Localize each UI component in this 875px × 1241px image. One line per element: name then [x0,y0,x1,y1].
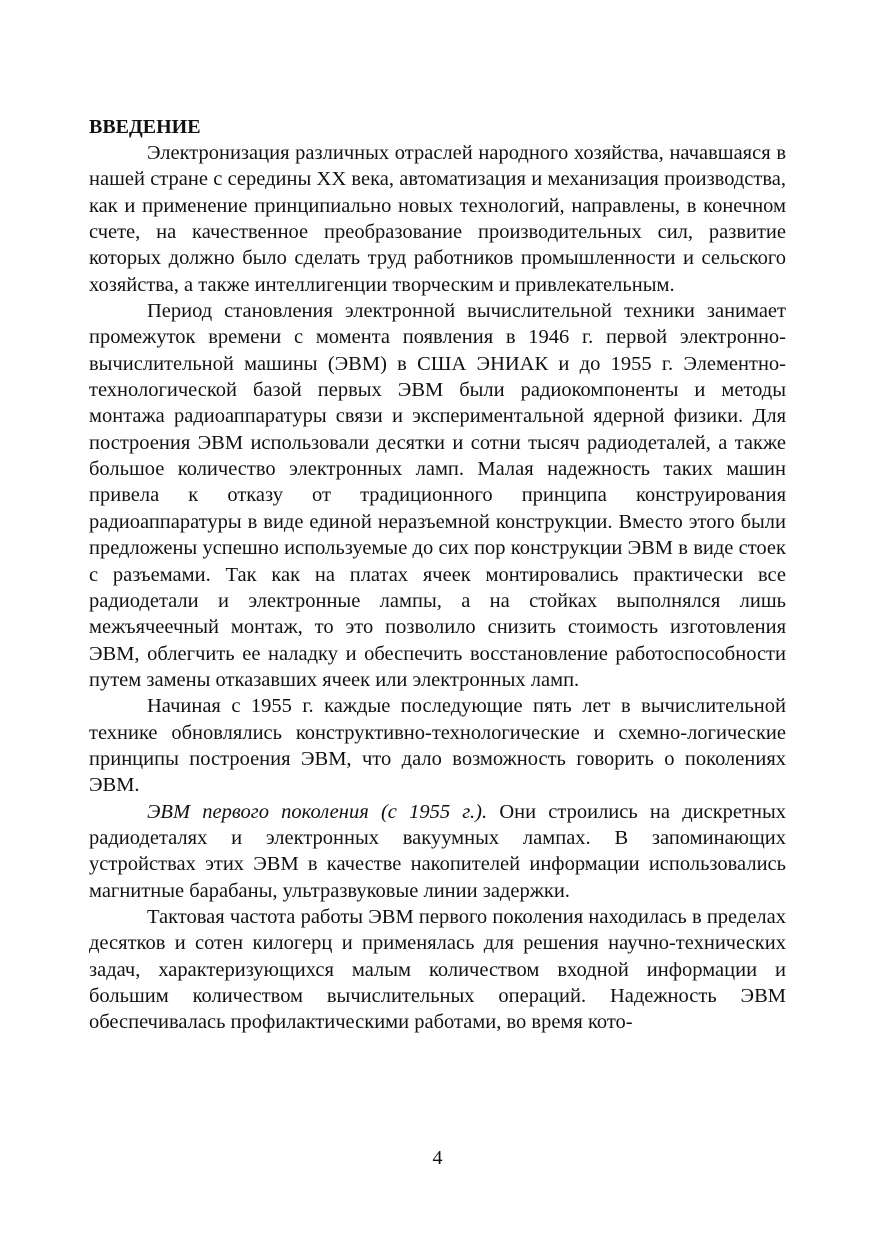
paragraph-clock-frequency [89,904,786,1036]
paragraph-text: Электронизация различных отраслей народного хозяйства, начавшаяся в нашей стране с середины XX века, автоматизация и механизация производства, как и применение принципиально новых технологий, направлены, в конечном счете, на качественное преобразование производительных сил, развитие которых должно было сделать труд работников промышленности и сельского хозяйства, а также интеллигенции творческим и привлекательным. [89,142,786,296]
page-number: 4 [432,1147,443,1169]
paragraph-formation-period [89,298,786,693]
paragraph-text: Тактовая частота работы ЭВМ первого поколения находилась в пределах десятков и сотен килогерц и применялась для решения научно-технических задач, характеризующихся малым количеством входной информации и большим количеством вычислительных операций. Надежность ЭВМ обеспечивалась профилактическими работами, во время кото- [89,905,786,1034]
paragraph-italic-lead: ЭВМ первого поколения (с 1955 г.). [147,800,488,823]
section-heading: ВВЕДЕНИЕ [89,116,201,138]
document-page [89,114,786,1036]
paragraph-text: Период становления электронной вычислительной техники занимает промежуток времени с момента появления в 1946 г. первой электронно-вычислительной машины (ЭВМ) в США ЭНИАК и до 1955 г. Элементно-технологической базой первых ЭВМ были радиокомпоненты и методы монтажа радиоаппаратуры связи и экспериментальной ядерной физики. Для построения ЭВМ использовали десятки и сотни тысяч радиодеталей, а также большое количество электронных ламп. Малая надежность таких машин привела к отказу от традиционного принципа конструирования радиоаппаратуры в виде единой неразъемной конструкции. Вместо этого были предложены успешно используемые до сих пор конструкции ЭВМ в виде стоек с разъемами. Так как на платах ячеек монтировались практически все радиодетали и электронные лампы, а на стойках выполнялся лишь межъячеечный монтаж, то это позволило снизить стоимость изготовления ЭВМ, облегчить ее наладку и обеспечить восстановление работоспособности путем замены отказавших ячеек или электронных ламп. [89,300,786,691]
paragraph-first-generation [89,799,786,904]
paragraph-text: Начиная с 1955 г. каждые последующие пять лет в вычислительной технике обновлялись конструктивно-технологические и схемно-логические принципы построения ЭВМ, что дало возможность говорить о поколениях ЭВМ. [89,695,786,797]
paragraph-electronization [89,140,786,298]
paragraph-text: Они строились на дискретных радиодеталях и электронных вакуумных лампах. В запоминающих устройствах этих ЭВМ в качестве накопителей информации использовались магнитные барабаны, ультразвуковые линии задержки. [89,800,786,902]
paragraph-generations [89,693,786,798]
